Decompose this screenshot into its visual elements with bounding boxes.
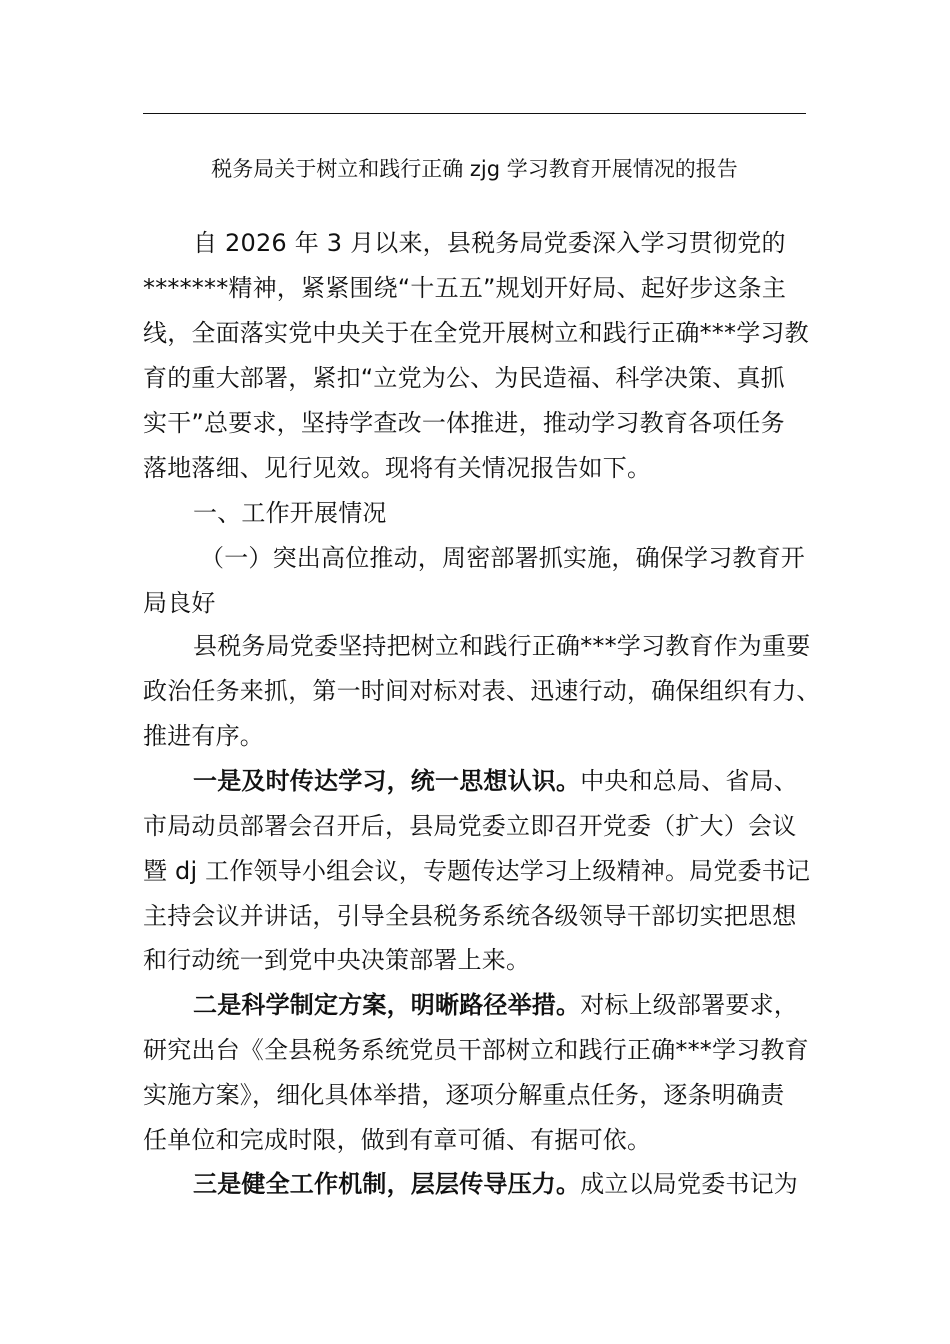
section-heading: 一、工作开展情况 bbox=[193, 499, 387, 527]
intro-line: 育的重大部署，紧扣“立党为公、为民造福、科学决策、真抓 bbox=[143, 364, 785, 392]
paragraph-line: 暨 dj 工作领导小组会议，专题传达学习上级精神。局党委书记 bbox=[143, 857, 811, 885]
point-text: 中央和总局、省局、 bbox=[580, 767, 799, 795]
point-lead: 二是科学制定方案，明晰路径举措。 bbox=[193, 991, 581, 1019]
paragraph-line: 县税务局党委坚持把树立和践行正确***学习教育作为重要 bbox=[193, 632, 811, 660]
point-line bbox=[193, 988, 798, 1022]
paragraph-line: 市局动员部署会召开后，县局党委立即召开党委（扩大）会议 bbox=[143, 812, 797, 840]
paragraph-line: 和行动统一到党中央决策部署上来。 bbox=[143, 946, 531, 974]
point-lead: 一是及时传达学习，统一思想认识。 bbox=[193, 767, 581, 795]
paragraph-line: 政治任务来抓，第一时间对标对表、迅速行动，确保组织有力、 bbox=[143, 677, 821, 705]
header-rule bbox=[143, 113, 806, 114]
point-text: 成立以局党委书记为 bbox=[580, 1170, 799, 1198]
point-line bbox=[193, 764, 798, 798]
point-text: 对标上级部署要求， bbox=[580, 991, 799, 1019]
paragraph-line: 实施方案》，细化具体举措，逐项分解重点任务，逐条明确责 bbox=[143, 1081, 785, 1109]
intro-line: 实干”总要求，坚持学查改一体推进，推动学习教育各项任务 bbox=[143, 409, 785, 437]
paragraph-line: 推进有序。 bbox=[143, 722, 264, 750]
intro-line: *******精神，紧紧围绕“十五五”规划开好局、起好步这条主 bbox=[143, 274, 787, 302]
paragraph-line: 任单位和完成时限，做到有章可循、有据可依。 bbox=[143, 1126, 652, 1154]
intro-line: 自 2026 年 3 月以来，县税务局党委深入学习贯彻党的 bbox=[193, 229, 786, 257]
paragraph-line: 主持会议并讲话，引导全县税务系统各级领导干部切实把思想 bbox=[143, 902, 797, 930]
subsection-heading: （一）突出高位推动，周密部署抓实施，确保学习教育开 bbox=[200, 544, 805, 572]
intro-line: 线，全面落实党中央关于在全党开展树立和践行正确***学习教 bbox=[143, 319, 809, 347]
point-line bbox=[193, 1167, 798, 1201]
intro-line: 落地落细、见行见效。现将有关情况报告如下。 bbox=[143, 454, 652, 482]
document-title: 税务局关于树立和践行正确 zjg 学习教育开展情况的报告 bbox=[211, 157, 738, 181]
subsection-heading: 局良好 bbox=[143, 589, 216, 617]
point-lead: 三是健全工作机制，层层传导压力。 bbox=[193, 1170, 581, 1198]
paragraph-line: 研究出台《全县税务系统党员干部树立和践行正确***学习教育 bbox=[143, 1036, 809, 1064]
